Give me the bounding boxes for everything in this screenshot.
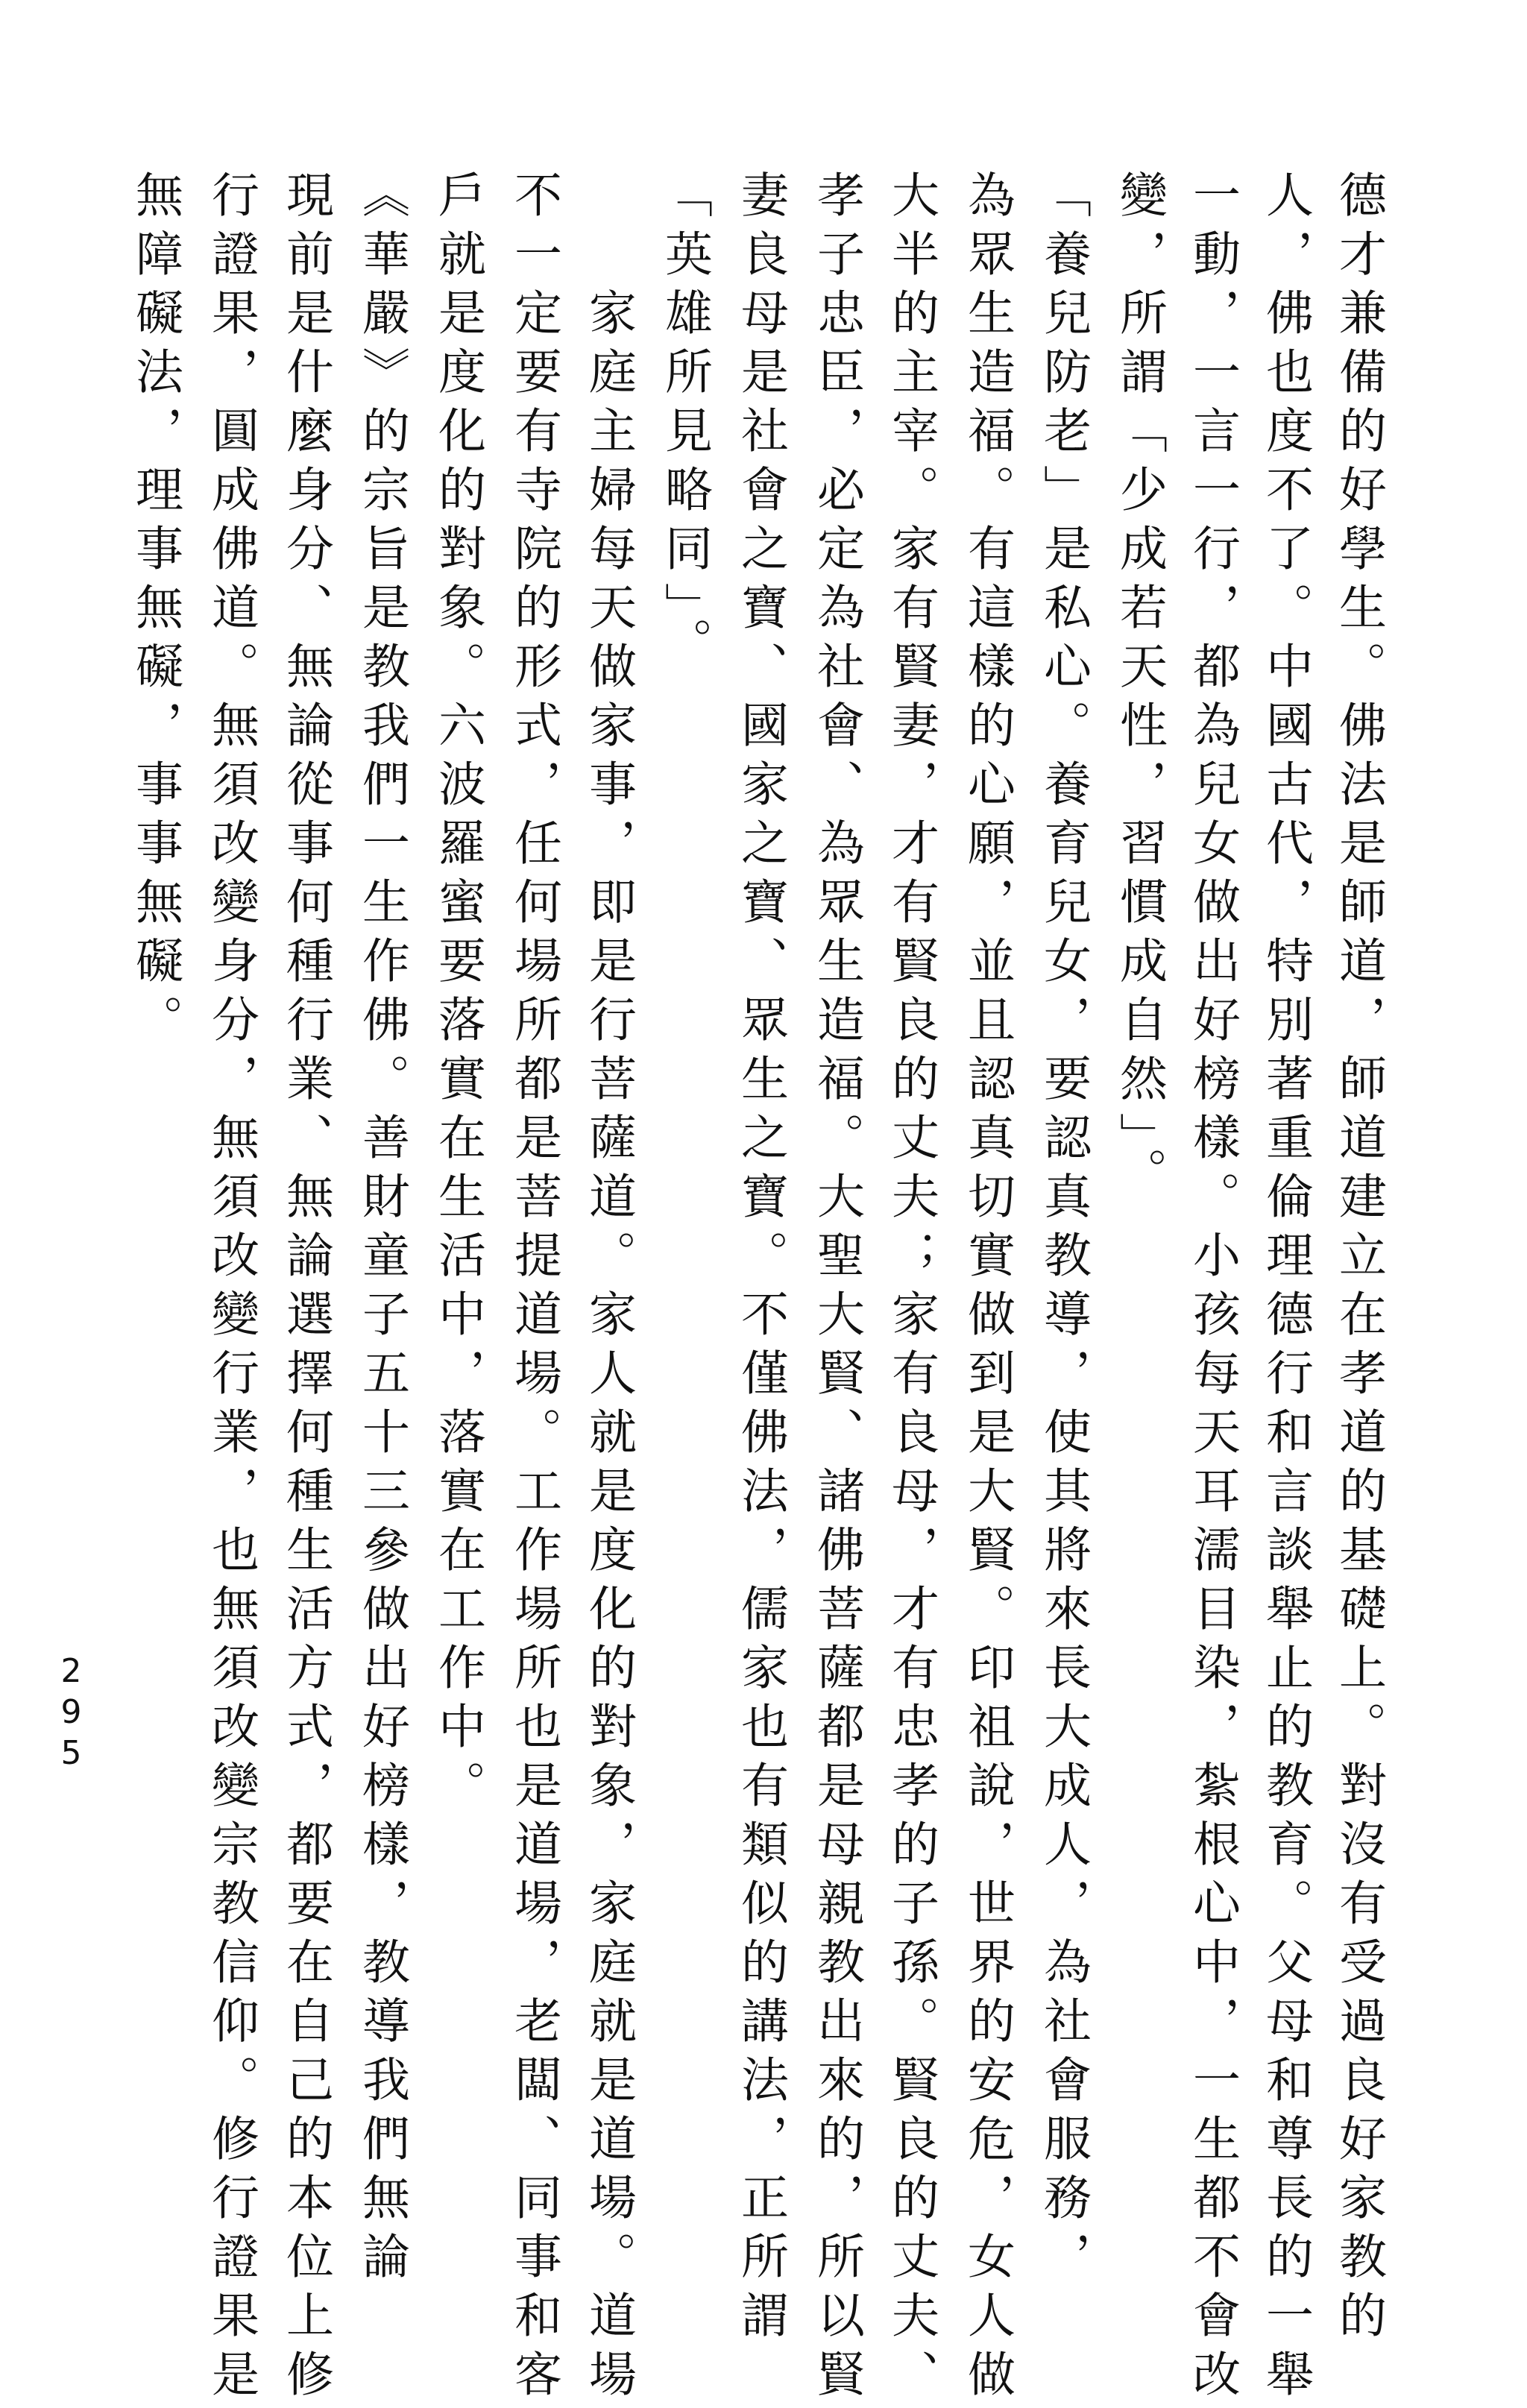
text-column-3: 一動，一言一行，都為兒女做出好榜樣。小孩每天耳濡目染，紮根心中，一生都不會改: [1185, 170, 1240, 2408]
text-column-2: 人，佛也度不了。中國古代，特別著重倫理德行和言談舉止的教育。父母和尊長的一舉: [1258, 170, 1313, 2408]
text-column-10: 「英雄所見略同」。: [657, 170, 712, 676]
page-number: 295: [52, 1652, 90, 1775]
text-column-5: 「養兒防老」是私心。養育兒女，要認真教導，使其將來長大成人，為社會服務，: [1036, 170, 1091, 2290]
text-column-11: 家庭主婦每天做家事，即是行菩薩道。家人就是度化的對象，家庭就是道場。道場: [581, 288, 636, 2408]
text-column-12: 不一定要有寺院的形式，任何場所都是菩提道場。工作場所也是道場，老闆、同事和客: [506, 170, 561, 2408]
text-column-15: 現前是什麼身分、無論從事何種行業、無論選擇何種生活方式，都要在自己的本位上修: [278, 170, 333, 2408]
text-column-17: 無障礙法，理事無礙，事事無礙。: [127, 170, 183, 1053]
text-column-4: 變，所謂「少成若天性，習慣成自然」。: [1112, 170, 1167, 1206]
text-column-8: 孝子忠臣，必定為社會、為眾生造福。大聖大賢、諸佛菩薩都是母親教出來的，所以賢: [809, 170, 864, 2408]
text-column-7: 大半的主宰。家有賢妻，才有賢良的丈夫；家有良母，才有忠孝的子孫。賢良的丈夫、: [884, 170, 939, 2408]
text-column-14: 《華嚴》的宗旨是教我們一生作佛。善財童子五十三參做出好榜樣，教導我們無論: [354, 170, 409, 2290]
text-column-13: 戶就是度化的對象。六波羅蜜要落實在生活中，落實在工作中。: [430, 170, 485, 1819]
text-column-9: 妻良母是社會之寶、國家之寶、眾生之寶。不僅佛法，儒家也有類似的講法，正所謂: [733, 170, 788, 2349]
text-column-6: 為眾生造福。有這樣的心願，並且認真切實做到是大賢。印祖說，世界的安危，女人做: [960, 170, 1015, 2408]
text-column-16: 行證果，圓成佛道。無須改變身分，無須改變行業，也無須改變宗教信仰。修行證果是: [204, 170, 259, 2408]
text-column-1: 德才兼備的好學生。佛法是師道，師道建立在孝道的基礎上。對沒有受過良好家教的: [1331, 170, 1386, 2349]
